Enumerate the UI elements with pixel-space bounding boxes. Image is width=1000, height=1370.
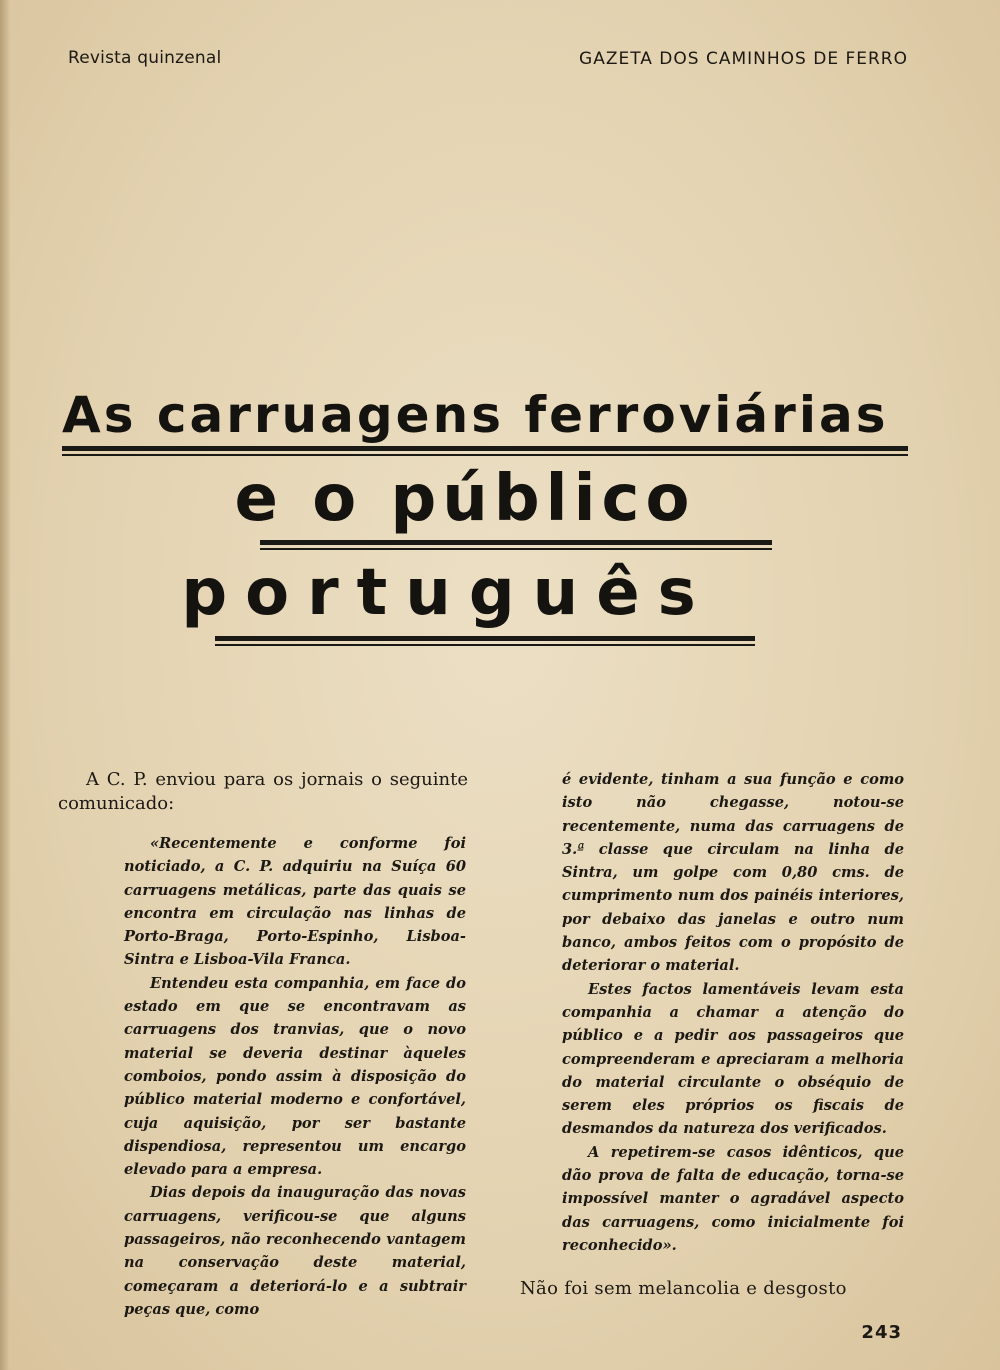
article-column-left [58,768,468,1321]
article-continuation-paragraph: Não foi sem melancolia e desgosto [520,1278,847,1300]
quote-paragraph: Estes factos lamentáveis levam esta companhia a chamar a atenção do público e a pedir aos passageiros que compreenderam e apreciaram a melhoria do material circulante o obséquio de serem eles próprios os fiscais de desmandos da natureza dos verificados. [562,980,904,1138]
page-number: 243 [861,1322,902,1343]
article-headline [60,386,910,646]
article-column-right [520,768,905,1301]
quote-paragraph: é evidente, tinham a sua função e como isto não chegasse, notou-se recentemente, numa das carruagens de 3.ª classe que circulam na linha de Sintra, um golpe com 0,80 cms. de cumprimento num dos painéis interiores, por debaixo das janelas e outro num banco, ambos feitos com o propósito de deteriorar o material. [562,771,904,975]
quote-paragraph: A repetirem-se casos idênticos, que dão prova de falta de educação, torna-se impossível manter o agradável aspecto das carruagens, como inicialmente foi reconhecido». [562,1143,904,1254]
quote-paragraph: Dias depois da inauguração das novas carruagens, verificou-se que alguns passageiros, não reconhecendo vantagem na conservação deste material, começaram a deteriorá-lo e a subtrair peças que, como [124,1184,466,1318]
running-header-left: Revista quinzenal [68,48,222,68]
headline-rule [260,540,772,550]
headline-rule [215,636,755,646]
binding-edge [0,0,10,1370]
article-lead-paragraph: A C. P. enviou para os jornais o seguinte comunicado: [58,769,468,814]
communique-quote [562,768,904,1257]
running-header-right: GAZETA DOS CAMINHOS DE FERRO [579,49,908,69]
headline-rule [62,446,908,456]
quote-paragraph: Entendeu esta companhia, em face do estado em que se encontravam as carruagens dos tranvias, que o novo material se deveria destinar àqueles comboios, pondo assim à disposição do público material moderno e confortável, cuja aquisição, por ser bastante dispendiosa, representou um encargo elevado para a empresa. [124,974,466,1179]
communique-quote [124,832,466,1321]
quote-paragraph: «Recentemente e conforme foi noticiado, a C. P. adquiriu na Suíça 60 carruagens metálicas, parte das quais se encontra em circulação nas linhas de Porto-Braga, Porto-Espinho, Lisboa-Sintra e Lisboa-Vila Franca. [124,835,466,969]
headline-line-3: português [181,556,714,630]
headline-line-2: e o público [234,462,696,536]
headline-line-1: As carruagens ferroviárias [62,386,889,444]
